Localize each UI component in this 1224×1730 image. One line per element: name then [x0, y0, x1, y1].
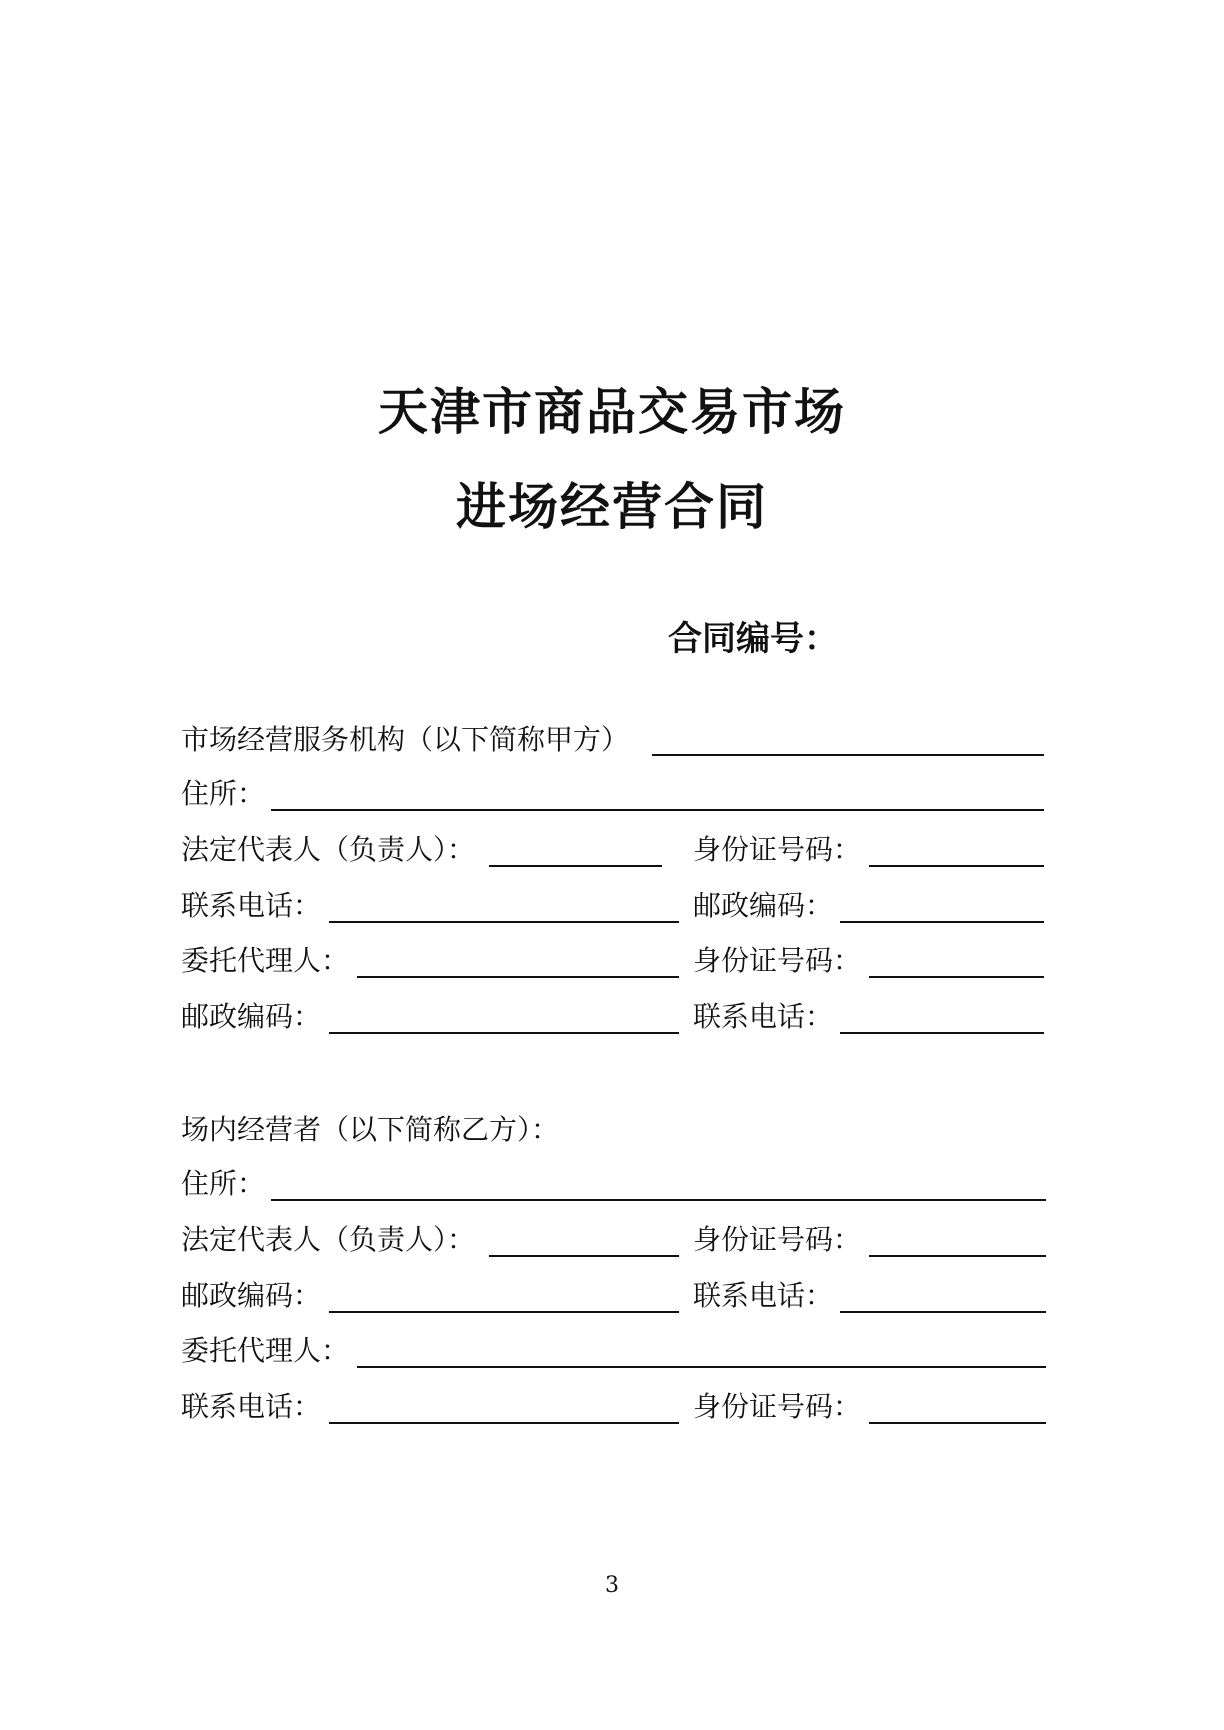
- party-b-phone-label-1: 联系电话：: [693, 1279, 834, 1312]
- party-a-phone-field-1[interactable]: [329, 921, 679, 923]
- party-a-postcode-field-2[interactable]: [329, 1032, 679, 1034]
- party-b-legal-rep-label: 法定代表人（负责人）：: [181, 1223, 476, 1256]
- party-b-heading: 场内经营者（以下简称乙方）：: [181, 1113, 560, 1146]
- party-a-legal-rep-field[interactable]: [489, 865, 662, 867]
- party-a-name-field[interactable]: [652, 754, 1044, 756]
- party-b-phone-label-2: 联系电话：: [181, 1390, 322, 1423]
- party-b-phone-field-1[interactable]: [840, 1311, 1046, 1313]
- party-b-id-field-1[interactable]: [869, 1255, 1046, 1257]
- document-title-line-1: 天津市商品交易市场: [378, 383, 846, 441]
- party-a-postcode-label-2: 邮政编码：: [181, 1000, 322, 1033]
- party-b-postcode-field[interactable]: [329, 1311, 679, 1313]
- party-b-id-field-2[interactable]: [869, 1422, 1046, 1424]
- party-b-id-label-1: 身份证号码：: [693, 1223, 862, 1256]
- document-title-line-2: 进场经营合同: [456, 478, 768, 536]
- party-a-id-field-1[interactable]: [869, 865, 1044, 867]
- party-b-id-label-2: 身份证号码：: [693, 1390, 862, 1423]
- party-b-agent-label: 委托代理人：: [181, 1334, 350, 1367]
- party-a-id-label-2: 身份证号码：: [693, 944, 862, 977]
- party-a-postcode-label-1: 邮政编码：: [693, 889, 834, 922]
- party-a-legal-rep-label: 法定代表人（负责人）：: [181, 833, 476, 866]
- party-a-id-field-2[interactable]: [869, 976, 1044, 978]
- party-b-address-label: 住所：: [181, 1167, 266, 1200]
- party-b-address-field[interactable]: [271, 1199, 1046, 1201]
- party-b-agent-field[interactable]: [357, 1366, 1046, 1368]
- party-a-agent-label: 委托代理人：: [181, 944, 350, 977]
- party-b-legal-rep-field[interactable]: [489, 1255, 679, 1257]
- party-a-address-label: 住所：: [181, 777, 266, 810]
- party-b-phone-field-2[interactable]: [329, 1422, 679, 1424]
- party-a-phone-field-2[interactable]: [840, 1032, 1044, 1034]
- party-b-postcode-label: 邮政编码：: [181, 1279, 322, 1312]
- party-a-address-field[interactable]: [271, 809, 1044, 811]
- contract-number-label: 合同编号：: [668, 619, 838, 659]
- party-a-id-label-1: 身份证号码：: [693, 833, 862, 866]
- party-a-postcode-field-1[interactable]: [840, 921, 1044, 923]
- party-a-heading: 市场经营服务机构（以下简称甲方）: [181, 723, 630, 756]
- party-a-phone-label-2: 联系电话：: [693, 1000, 834, 1033]
- party-a-phone-label-1: 联系电话：: [181, 889, 322, 922]
- page-number: 3: [605, 1573, 619, 1598]
- party-a-agent-field[interactable]: [357, 976, 679, 978]
